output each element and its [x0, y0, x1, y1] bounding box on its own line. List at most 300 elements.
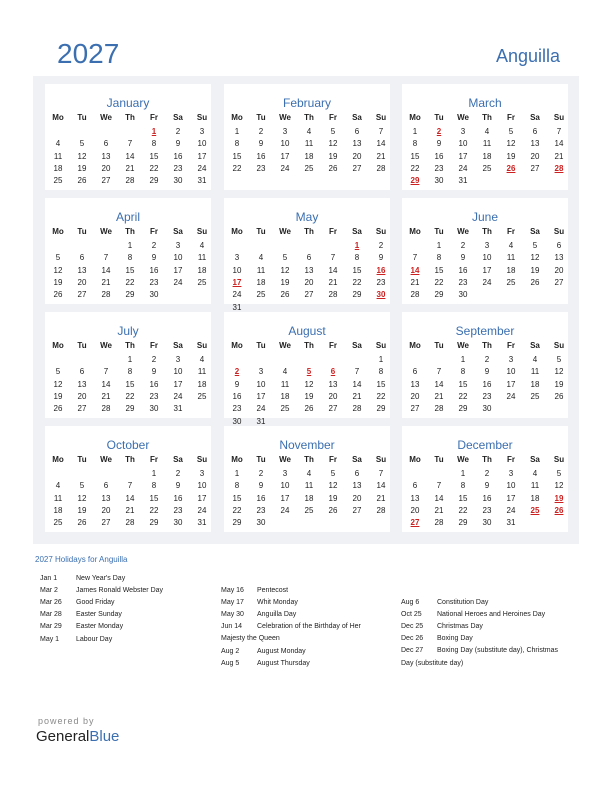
holiday-entry	[40, 623, 123, 630]
holiday-date-label: Aug 6	[401, 599, 420, 606]
calendar-date: 18	[482, 151, 492, 161]
calendar-date: 23	[149, 391, 159, 401]
calendar-date: 31	[232, 302, 242, 312]
calendar-date: 22	[149, 163, 159, 173]
calendar-date: 13	[77, 379, 87, 389]
month-february	[224, 84, 390, 190]
calendar-date: 30	[149, 290, 159, 300]
holiday-date: 1	[354, 241, 360, 250]
calendar-date: 21	[101, 391, 111, 401]
calendar-date: 23	[256, 163, 266, 173]
calendar-date: 27	[77, 290, 87, 300]
calendar-date: 28	[101, 404, 111, 414]
calendar-date: 6	[412, 481, 418, 491]
holiday-entry	[40, 611, 122, 618]
weekday-header: Th	[482, 227, 492, 236]
holiday-entry	[40, 575, 125, 582]
calendar-date: 10	[458, 139, 468, 149]
calendar-date: 16	[256, 151, 266, 161]
calendar-date: 17	[482, 265, 492, 275]
calendar-date: 18	[197, 265, 207, 275]
calendar-date: 22	[232, 163, 242, 173]
holiday-date: 2	[436, 127, 442, 136]
calendar-date: 12	[280, 265, 290, 275]
calendar-date: 20	[554, 265, 564, 275]
calendar-panel	[33, 76, 579, 544]
calendar-date: 3	[460, 127, 466, 136]
calendar-date: 12	[328, 139, 338, 149]
calendar-date: 31	[173, 404, 183, 414]
holiday-name: August Thursday	[257, 659, 310, 667]
brand-general: General	[36, 728, 90, 745]
calendar-date: 27	[352, 505, 362, 515]
calendar-date: 18	[530, 493, 540, 503]
calendar-date: 31	[256, 416, 266, 426]
calendar-date: 24	[280, 505, 290, 515]
calendar-date: 16	[482, 493, 492, 503]
calendar-date: 25	[482, 163, 492, 173]
holiday-name: James Ronald Webster Day	[76, 587, 164, 595]
calendar-date: 31	[506, 518, 516, 528]
calendar-date: 22	[149, 505, 159, 515]
calendar-date: 14	[101, 379, 111, 389]
calendar-date: 23	[173, 505, 183, 515]
weekday-header: Tu	[434, 341, 444, 350]
weekday-header: Sa	[530, 341, 540, 350]
weekday-header: We	[457, 227, 469, 236]
calendar-date: 13	[77, 265, 87, 275]
calendar-date: 29	[352, 290, 362, 300]
calendar-date: 10	[280, 481, 290, 491]
calendar-date: 19	[530, 265, 540, 275]
calendar-date: 6	[79, 367, 85, 377]
weekday-header: Th	[125, 113, 135, 122]
calendar-date: 7	[103, 367, 109, 377]
holiday-entry	[221, 611, 296, 618]
weekday-header: Su	[196, 455, 208, 464]
calendar-date: 26	[77, 176, 87, 186]
calendar-date: 20	[304, 277, 314, 287]
calendar-date: 22	[458, 391, 468, 401]
month-name: July	[117, 324, 139, 338]
calendar-date: 8	[127, 253, 133, 263]
calendar-date: 1	[127, 355, 133, 364]
calendar-date: 18	[197, 379, 207, 389]
calendar-date: 22	[434, 277, 444, 287]
calendar-date: 31	[197, 518, 207, 528]
calendar-date: 16	[256, 493, 266, 503]
month-name: February	[282, 96, 332, 110]
calendar-date: 12	[554, 367, 564, 377]
holiday-date: 26	[554, 505, 564, 515]
calendar-date: 28	[101, 290, 111, 300]
calendar-date: 21	[434, 391, 444, 401]
calendar-date: 28	[434, 518, 444, 528]
calendar-date: 17	[256, 391, 266, 401]
calendar-date: 3	[199, 127, 205, 136]
calendar-date: 11	[530, 367, 540, 377]
calendar-date: 19	[77, 505, 87, 515]
calendar-date: 21	[434, 505, 444, 515]
calendar-date: 30	[173, 518, 183, 528]
calendar-date: 23	[434, 163, 444, 173]
calendar-date: 10	[197, 139, 207, 149]
weekday-header: We	[100, 227, 112, 236]
calendar-date: 10	[506, 367, 516, 377]
holiday-entry	[40, 636, 112, 643]
weekday-header: Mo	[231, 455, 243, 464]
calendar-date: 1	[378, 355, 384, 364]
weekday-header: Su	[196, 113, 208, 122]
month-january	[45, 84, 211, 190]
holiday-date-label: Oct 25	[401, 611, 422, 619]
weekday-header: Mo	[52, 227, 64, 236]
weekday-header: Th	[482, 113, 492, 122]
weekday-header: Fr	[507, 113, 515, 122]
calendar-date: 25	[280, 404, 290, 414]
calendar-date: 4	[532, 355, 538, 364]
weekday-header: Mo	[52, 455, 64, 464]
calendar-date: 1	[151, 469, 157, 478]
calendar-date: 23	[149, 277, 159, 287]
calendar-date: 25	[530, 391, 540, 401]
calendar-date: 17	[506, 379, 516, 389]
calendar-date: 9	[175, 481, 181, 491]
weekday-header: Sa	[530, 113, 540, 122]
calendar-date: 12	[304, 379, 314, 389]
month-name: May	[295, 210, 319, 224]
calendar-date: 4	[55, 481, 61, 491]
weekday-header: Sa	[530, 227, 540, 236]
calendar-date: 28	[125, 518, 135, 528]
calendar-date: 22	[458, 505, 468, 515]
holiday-name: Labour Day	[76, 635, 113, 643]
weekday-header: Sa	[352, 113, 362, 122]
calendar-date: 24	[256, 404, 266, 414]
weekday-header: Fr	[150, 227, 158, 236]
calendar-date: 7	[436, 481, 442, 491]
month-name: June	[471, 210, 499, 224]
calendar-date: 11	[304, 481, 314, 491]
holiday-date-label: Mar 2	[40, 587, 58, 595]
calendar-date: 21	[376, 151, 386, 161]
weekday-header: Mo	[231, 341, 243, 350]
holiday-date: 5	[306, 367, 312, 377]
calendar-date: 13	[352, 481, 362, 491]
calendar-date: 22	[352, 277, 362, 287]
holiday-date: 27	[410, 518, 420, 528]
calendar-date: 14	[125, 493, 135, 503]
calendar-date: 27	[304, 290, 314, 300]
country-name: Anguilla	[495, 46, 560, 66]
brand-logo	[36, 728, 119, 745]
holiday-date-label: May 30	[221, 611, 244, 619]
calendar-date: 28	[376, 505, 386, 515]
calendar-date: 14	[352, 379, 362, 389]
holiday-name: New Year's Day	[76, 575, 126, 582]
holiday-date: 14	[410, 265, 420, 275]
calendar-date: 18	[53, 163, 63, 173]
weekday-header: Fr	[329, 341, 337, 350]
weekday-header: Sa	[530, 455, 540, 464]
month-may	[224, 198, 390, 312]
weekday-header: Fr	[150, 341, 158, 350]
calendar-date: 5	[79, 139, 85, 149]
weekday-header: Th	[482, 455, 492, 464]
weekday-header: Sa	[173, 227, 183, 236]
calendar-date: 16	[232, 391, 242, 401]
holiday-entry	[401, 647, 558, 654]
holiday-date: 17	[232, 277, 242, 287]
holiday-date: 30	[376, 290, 386, 300]
calendar-date: 10	[173, 367, 183, 377]
calendar-date: 24	[173, 277, 183, 287]
calendar-date: 1	[412, 127, 418, 136]
calendar-date: 15	[125, 265, 135, 275]
weekday-header: Sa	[352, 455, 362, 464]
weekday-header: Tu	[77, 341, 87, 350]
calendar-date: 1	[460, 355, 466, 364]
calendar-date: 26	[530, 277, 540, 287]
calendar-date: 24	[197, 505, 207, 515]
calendar-date: 6	[556, 241, 562, 250]
weekday-header: Su	[553, 455, 565, 464]
calendar-date: 2	[175, 469, 181, 478]
powered-by-label: powered by	[38, 716, 95, 726]
weekday-header: Mo	[231, 227, 243, 236]
calendar-date: 29	[149, 518, 159, 528]
calendar-date: 5	[330, 127, 336, 136]
calendar-date: 4	[532, 469, 538, 478]
calendar-date: 7	[103, 253, 109, 263]
calendar-date: 31	[458, 176, 468, 186]
month-december	[402, 426, 568, 532]
calendar-date: 24	[506, 391, 516, 401]
calendar-date: 27	[328, 404, 338, 414]
calendar-date: 10	[482, 253, 492, 263]
calendar-date: 21	[376, 493, 386, 503]
weekday-header: Tu	[434, 113, 444, 122]
calendar-date: 2	[258, 127, 264, 136]
calendar-date: 13	[410, 493, 420, 503]
calendar-date: 29	[434, 290, 444, 300]
weekday-header: Tu	[77, 113, 87, 122]
calendar-date: 9	[151, 253, 157, 263]
holiday-name: Pentecost	[257, 587, 289, 594]
calendar-date: 8	[378, 367, 384, 377]
calendar-date: 8	[234, 481, 240, 491]
calendar-date: 24	[482, 277, 492, 287]
calendar-date: 27	[530, 163, 540, 173]
calendar-date: 15	[149, 493, 159, 503]
calendar-date: 22	[376, 391, 386, 401]
calendar-date: 16	[173, 151, 183, 161]
calendar-date: 23	[256, 505, 266, 515]
weekday-header: Su	[375, 341, 387, 350]
weekday-header: Fr	[329, 227, 337, 236]
holiday-date-label: Mar 26	[40, 599, 62, 607]
weekday-header: Th	[304, 341, 314, 350]
calendar-date: 29	[149, 176, 159, 186]
weekday-header: Tu	[77, 455, 87, 464]
calendar-date: 8	[460, 481, 466, 491]
calendar-date: 15	[458, 493, 468, 503]
calendar-date: 20	[101, 163, 111, 173]
calendar-date: 25	[304, 163, 314, 173]
calendar-date: 29	[125, 404, 135, 414]
weekday-header: Sa	[352, 227, 362, 236]
calendar-date: 12	[554, 481, 564, 491]
calendar-date: 17	[506, 493, 516, 503]
holiday-date-label: Mar 29	[40, 623, 62, 631]
calendar-date: 6	[412, 367, 418, 377]
holiday-entry	[401, 599, 488, 606]
calendar-date: 25	[256, 290, 266, 300]
weekday-header: Th	[304, 227, 314, 236]
calendar-date: 11	[197, 253, 207, 263]
calendar-date: 13	[530, 139, 540, 149]
calendar-date: 4	[199, 355, 205, 364]
calendar-date: 16	[458, 265, 468, 275]
calendar-date: 26	[554, 391, 564, 401]
calendar-date: 23	[173, 163, 183, 173]
holiday-date-label: Mar 28	[40, 611, 62, 619]
holiday-entry	[401, 611, 545, 618]
month-name: August	[288, 324, 326, 338]
calendar-date: 7	[412, 253, 418, 263]
calendar-date: 15	[232, 151, 242, 161]
weekday-header: Tu	[77, 227, 87, 236]
weekday-header: Tu	[434, 227, 444, 236]
calendar-date: 11	[530, 481, 540, 491]
calendar-date: 16	[173, 493, 183, 503]
calendar-date: 13	[554, 253, 564, 263]
holiday-name: Boxing Day (substitute day), Christmas	[437, 647, 558, 655]
calendar-date: 13	[101, 493, 111, 503]
holiday-entry	[401, 623, 483, 630]
holiday-date-label: Dec 26	[401, 635, 424, 643]
calendar-date: 9	[258, 481, 264, 491]
calendar-date: 23	[482, 391, 492, 401]
weekday-header: Sa	[352, 341, 362, 350]
holiday-name: Easter Sunday	[76, 611, 122, 619]
calendar-date: 5	[55, 253, 61, 263]
calendar-date: 14	[376, 139, 386, 149]
weekday-header: Mo	[52, 113, 64, 122]
calendar-date: 10	[232, 265, 242, 275]
calendar-date: 14	[328, 265, 338, 275]
holiday-name: August Monday	[257, 647, 306, 655]
calendar-date: 30	[232, 416, 242, 426]
holiday-date-label: May 16	[221, 587, 244, 594]
weekday-header: We	[279, 341, 291, 350]
calendar-date: 18	[530, 379, 540, 389]
calendar-date: 11	[53, 493, 63, 503]
calendar-date: 11	[280, 379, 290, 389]
calendar-date: 17	[458, 151, 468, 161]
calendar-date: 4	[199, 241, 205, 250]
weekday-header: Fr	[150, 113, 158, 122]
calendar-date: 9	[234, 379, 240, 389]
weekday-header: Th	[304, 113, 314, 122]
month-july	[45, 312, 211, 418]
calendar-date: 27	[101, 176, 111, 186]
calendar-date: 21	[410, 277, 420, 287]
calendar-date: 8	[436, 253, 442, 263]
calendar-date: 7	[330, 253, 336, 263]
calendar-date: 12	[77, 151, 87, 161]
calendar-date: 17	[173, 379, 183, 389]
weekday-header: Th	[304, 455, 314, 464]
calendar-date: 28	[376, 163, 386, 173]
calendar-date: 3	[508, 355, 514, 364]
calendar-date: 29	[232, 518, 242, 528]
calendar-date: 8	[151, 481, 157, 491]
weekday-header: Fr	[507, 227, 515, 236]
calendar-date: 18	[280, 391, 290, 401]
calendar-date: 26	[280, 290, 290, 300]
calendar-date: 19	[328, 151, 338, 161]
calendar-date: 26	[53, 404, 63, 414]
holiday-date-label: Jan 1	[40, 575, 58, 582]
weekday-header: We	[279, 455, 291, 464]
calendar-date: 13	[352, 139, 362, 149]
holiday-date: 28	[554, 163, 564, 173]
calendar-date: 11	[53, 151, 63, 161]
calendar-date: 5	[508, 127, 514, 136]
calendar-date: 8	[151, 139, 157, 149]
calendar-date: 3	[282, 469, 288, 478]
calendar-date: 20	[410, 505, 420, 515]
calendar-date: 21	[554, 151, 564, 161]
calendar-date: 30	[149, 404, 159, 414]
calendar-date: 20	[328, 391, 338, 401]
calendar-date: 2	[175, 127, 181, 136]
holiday-entry	[221, 623, 361, 630]
calendar-date: 26	[328, 163, 338, 173]
weekday-header: Fr	[329, 113, 337, 122]
calendar-date: 22	[232, 505, 242, 515]
month-name: October	[106, 438, 150, 452]
holiday-date-label: Aug 5	[221, 659, 240, 667]
month-november	[224, 426, 390, 532]
weekday-header: Th	[482, 341, 492, 350]
calendar-date: 6	[306, 253, 312, 263]
calendar-date: 9	[460, 253, 466, 263]
calendar-date: 18	[256, 277, 266, 287]
calendar-date: 17	[173, 265, 183, 275]
calendar-date: 13	[328, 379, 338, 389]
calendar-date: 6	[532, 127, 538, 136]
weekday-header: We	[457, 113, 469, 122]
calendar-date: 30	[458, 290, 468, 300]
calendar-date: 4	[484, 127, 490, 136]
calendar-date: 21	[101, 277, 111, 287]
calendar-date: 2	[151, 355, 157, 364]
calendar-date: 7	[127, 139, 133, 149]
holiday-entry	[221, 599, 298, 606]
holiday-date-label: Dec 27	[401, 647, 424, 655]
calendar-date: 2	[258, 469, 264, 478]
calendar-date: 4	[306, 127, 312, 136]
calendar-date: 24	[173, 391, 183, 401]
calendar-date: 26	[304, 404, 314, 414]
calendar-date: 2	[378, 241, 384, 250]
calendar-date: 3	[175, 241, 181, 250]
calendar-date: 5	[282, 253, 288, 263]
holiday-name-continued: Day (substitute day)	[401, 659, 464, 667]
calendar-date: 25	[197, 391, 207, 401]
